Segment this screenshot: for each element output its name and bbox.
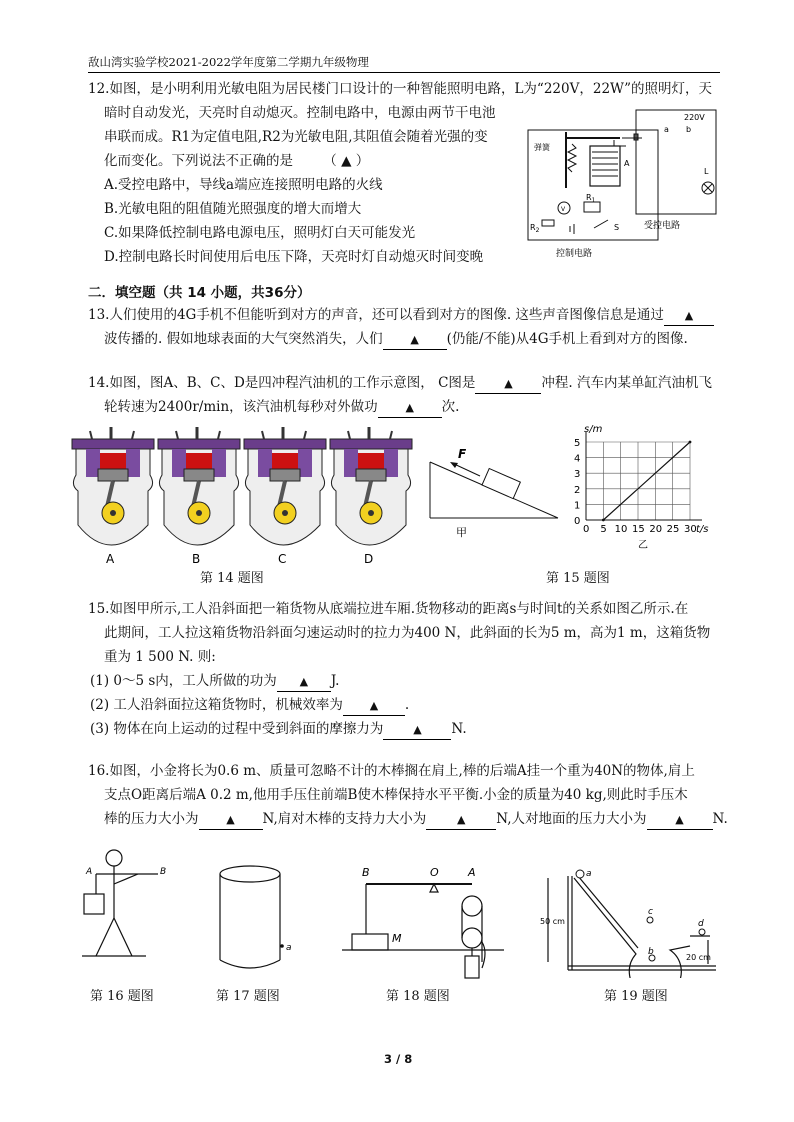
q15-line2: 此期间，工人拉这箱货物沿斜面匀速运动时的拉力为400 N，此斜面的长为5 m，高为1 m，这箱货物 — [104, 625, 711, 641]
data-point — [602, 519, 605, 522]
engine-d — [330, 427, 412, 545]
q15-sub3-text: (3) 物体在向上运动的过程中受到斜面的摩擦力为 — [90, 721, 384, 737]
x-tick-label: 15 — [632, 524, 645, 535]
y-tick-label: 1 — [574, 500, 581, 512]
q14-line1 — [88, 374, 712, 394]
fig15-caption: 第 15 题图 — [546, 571, 610, 586]
q15-sub2-end: . — [404, 697, 410, 713]
q13-blank2[interactable]: ▲ — [383, 331, 447, 350]
q13-line1 — [88, 306, 714, 326]
fig14-engines — [70, 425, 420, 585]
fig15-st-graph — [562, 424, 710, 560]
header-rule — [88, 72, 720, 73]
fig19-loop-track — [540, 866, 724, 978]
label-b: b — [686, 125, 692, 134]
fig19-label-b: b — [648, 947, 654, 957]
fig17-cylinder — [210, 860, 300, 980]
q14-blank1[interactable]: ▲ — [475, 375, 541, 394]
fig19-label-50cm: 50 cm — [540, 917, 565, 926]
x-tick-label: 20 — [649, 524, 663, 535]
q16-blank2[interactable]: ▲ — [426, 811, 496, 830]
fig17-caption: 第 17 题图 — [216, 989, 280, 1004]
x-tick-label: 10 — [614, 524, 628, 535]
q12-circuit-figure — [522, 104, 722, 262]
q12-answer-bracket[interactable]: （ ▲ ） — [323, 153, 370, 169]
switch-icon — [594, 220, 608, 228]
engine-a — [72, 427, 154, 545]
resistor-r2-icon — [542, 220, 554, 226]
fig16-caption: 第 16 题图 — [90, 989, 154, 1004]
q15-blank3[interactable]: ▲ — [383, 721, 451, 740]
x-axis-label: t/s — [696, 524, 709, 535]
fig-jia-label: 甲 — [456, 526, 467, 539]
controlled-circuit-outline — [636, 110, 716, 214]
x-tick-label: 30 — [684, 524, 697, 535]
engine-label-c: C — [278, 552, 287, 566]
q12-line3: 串联而成。R1为定值电阻,R2为光敏电阻,其阻值会随着光强的变 — [104, 129, 488, 145]
q16-text2: N,肩对木棒的支持力大小为 — [262, 811, 427, 827]
section-fill-in-title: 二．填空题（共 14 小题，共36分） — [88, 285, 311, 301]
q12-option-d: D.控制电路长时间使用后电压下降，天亮时灯自动熄灭时间变晚 — [104, 249, 484, 265]
q14-text2: 冲程. 汽车内某单缸汽油机飞 — [541, 375, 713, 391]
q15-sub3-unit: N. — [451, 721, 467, 737]
engine-label-d: D — [364, 552, 374, 566]
q13-text2: 波传播的. 假如地球表面的大气突然消失，人们 — [104, 331, 383, 347]
cargo-box — [482, 469, 520, 499]
q15-sub2 — [90, 696, 409, 716]
fig18-caption: 第 18 题图 — [386, 989, 450, 1004]
q15-blank1[interactable]: ▲ — [277, 673, 331, 692]
label-armature-a: A — [624, 159, 630, 168]
q15-line3: 重为 1 500 N. 则: — [104, 649, 216, 665]
fig16-label-b: B — [160, 867, 167, 877]
page-number: 3 / 8 — [384, 1052, 413, 1066]
fig19-label-20cm: 20 cm — [686, 953, 711, 962]
fig19-label-c: c — [648, 907, 653, 917]
q14-text1: 14.如图，图A、B、C、D是四冲程汽油机的工作示意图， C图是 — [88, 375, 476, 391]
q16-line3 — [104, 810, 728, 830]
x-tick-label: 0 — [583, 524, 590, 535]
fig16-person — [76, 844, 172, 980]
q13-line2 — [104, 330, 688, 350]
force-label: F — [458, 447, 467, 461]
q15-line1: 15.如图甲所示,工人沿斜面把一箱货物从底端拉进车厢.货物移动的距离s与时间t的关系如图乙所示.在 — [88, 601, 689, 617]
label-r1: $R_1$ — [586, 193, 596, 204]
q14-text4: 次. — [441, 399, 460, 415]
series-line — [603, 442, 690, 520]
y-tick-label: 3 — [574, 469, 581, 481]
label-voltmeter: V — [561, 206, 566, 213]
q12-option-c: C.如果降低控制电路电源电压，照明灯白天可能发光 — [104, 225, 416, 241]
fig18-label-a: A — [468, 866, 476, 879]
q15-sub2-text: (2) 工人沿斜面拉这箱货物时，机械效率为 — [90, 697, 343, 713]
label-spring: 弹簧 — [534, 143, 550, 152]
fig-yi-label: 乙 — [638, 540, 648, 551]
q13-text3: (仍能/不能)从4G手机上看到对方的图像. — [446, 331, 688, 347]
fig18-label-o: O — [430, 866, 439, 879]
q15-sub1-unit: J. — [330, 673, 340, 689]
q15-sub1 — [90, 672, 339, 692]
q16-blank1[interactable]: ▲ — [199, 811, 263, 830]
spring-icon — [568, 144, 576, 172]
y-tick-label: 2 — [574, 484, 581, 496]
y-tick-label: 0 — [574, 516, 581, 527]
engine-label-a: A — [106, 552, 115, 566]
label-controlled-circuit: 受控电路 — [644, 221, 681, 231]
x-tick-label: 25 — [666, 524, 680, 535]
q12-option-b: B.光敏电阻的阻值随光照强度的增大而增大 — [104, 201, 362, 217]
x-tick-label: 5 — [600, 524, 607, 535]
q16-blank3[interactable]: ▲ — [647, 811, 713, 830]
engine-b — [158, 427, 240, 545]
fig18-label-m: M — [392, 932, 402, 945]
q12-line4 — [104, 152, 369, 170]
fig19-label-d: d — [698, 919, 704, 929]
fig18-label-b: B — [362, 866, 370, 879]
label-220v: 220V — [684, 113, 705, 122]
q13-text1: 13.人们使用的4G手机不但能听到对方的声音，还可以看到对方的图像. 这些声音图像信息是通过 — [88, 307, 664, 323]
q15-sub1-text: (1) 0～5 s内，工人所做的功为 — [90, 673, 277, 689]
engine-c — [244, 427, 326, 545]
y-tick-label: 5 — [574, 438, 581, 449]
fig17-label-a: a — [286, 943, 292, 953]
label-switch: S — [614, 223, 620, 232]
engine-label-b: B — [192, 552, 201, 566]
q12-option-a: A.受控电路中，导线a端应连接照明电路的火线 — [104, 177, 383, 193]
q12-line1: 12.如图，是小明利用光敏电阻为居民楼门口设计的一种智能照明电路，L为“220V，22W”的照明灯，天 — [88, 81, 713, 97]
q14-blank2[interactable]: ▲ — [378, 399, 442, 418]
q15-sub3 — [90, 720, 467, 740]
label-a: a — [664, 125, 669, 134]
fig16-label-a: A — [86, 867, 93, 877]
fig18-lever-pulley — [342, 862, 512, 986]
label-control-circuit: 控制电路 — [556, 249, 593, 259]
fig15-incline — [424, 440, 564, 540]
y-tick-label: 4 — [574, 453, 581, 465]
label-r2: $R_2$ — [530, 223, 540, 234]
q16-line2: 支点O距离后端A 0.2 m,他用手压住前端B使木棒保持水平平衡.小金的质量为40 kg,则此时手压木 — [104, 787, 688, 803]
page-header: 敌山湾实验学校2021-2022学年度第二学期九年级物理 — [88, 55, 369, 69]
fig14-caption: 第 14 题图 — [200, 571, 264, 586]
fig19-caption: 第 19 题图 — [604, 989, 668, 1004]
q12-stem-end: 化而变化。下列说法不正确的是 — [104, 153, 293, 169]
q16-text1: 棒的压力大小为 — [104, 811, 199, 827]
fig19-label-a: a — [586, 869, 592, 879]
q13-blank1[interactable]: ▲ — [664, 307, 714, 326]
label-lamp: L — [704, 167, 709, 176]
q14-text3: 轮转速为2400r/min，该汽油机每秒对外做功 — [104, 399, 378, 415]
q16-line1: 16.如图，小金将长为0.6 m、质量可忽略不计的木棒搁在肩上,棒的后端A挂一个重为40N的物体,肩上 — [88, 763, 695, 779]
q16-text3: N,人对地面的压力大小为 — [496, 811, 647, 827]
q12-line2: 暗时自动发光，天亮时自动熄灭。控制电路中，电源由两节干电池 — [104, 105, 496, 121]
data-point — [689, 441, 692, 444]
y-axis-label: s/m — [584, 424, 603, 435]
q15-blank2[interactable]: ▲ — [343, 697, 405, 716]
q14-line2 — [104, 398, 459, 418]
q16-text4: N. — [712, 811, 728, 827]
